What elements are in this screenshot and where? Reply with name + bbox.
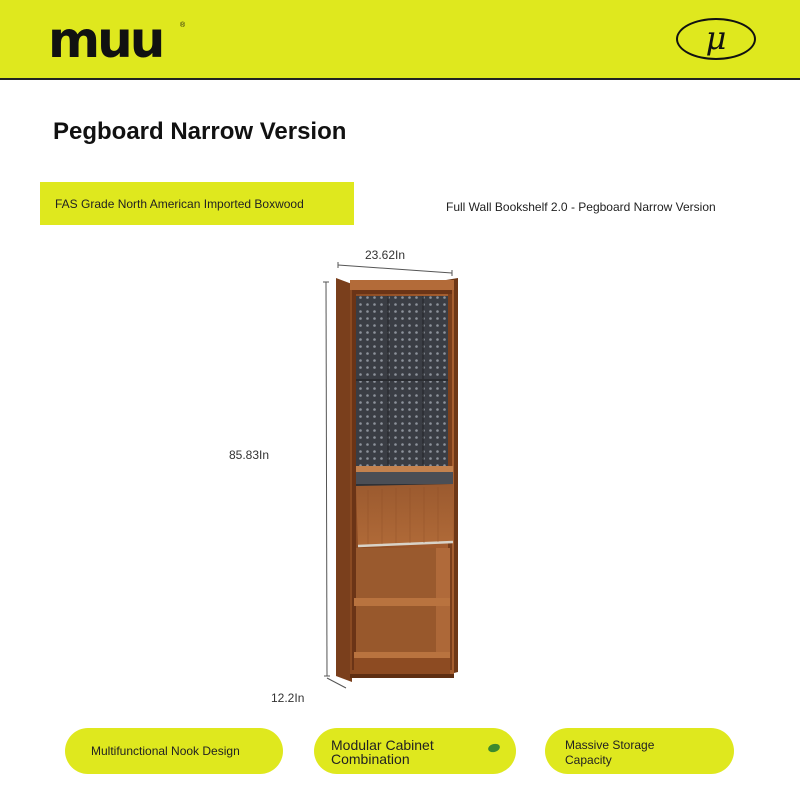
- feature-pill-modular[interactable]: [314, 728, 516, 774]
- product-caption: Full Wall Bookshelf 2.0 - Pegboard Narrow Version: [446, 200, 716, 214]
- height-dimension-label: 85.83In: [229, 448, 270, 462]
- material-tag-label: FAS Grade North American Imported Boxwood: [55, 197, 304, 211]
- feature-pill-storage[interactable]: [545, 728, 734, 774]
- width-dimension-label: 23.62In: [365, 248, 406, 262]
- feature-storage-label-line1: Massive Storage: [565, 738, 655, 752]
- brand-logo[interactable]: muu: [48, 11, 163, 69]
- page-title: Pegboard Narrow Version: [53, 118, 347, 145]
- feature-storage-label-line2: Capacity: [565, 753, 612, 767]
- feature-modular-label-line2: Combination: [331, 751, 410, 767]
- feature-pill-nook[interactable]: [65, 728, 283, 774]
- registered-mark: ®: [180, 22, 186, 29]
- feature-modular-label-line1: Modular Cabinet: [331, 737, 434, 753]
- mu-badge-icon: μ: [676, 18, 756, 60]
- feature-nook-label: Multifunctional Nook Design: [91, 744, 240, 758]
- depth-dimension-label: 12.2In: [271, 691, 305, 705]
